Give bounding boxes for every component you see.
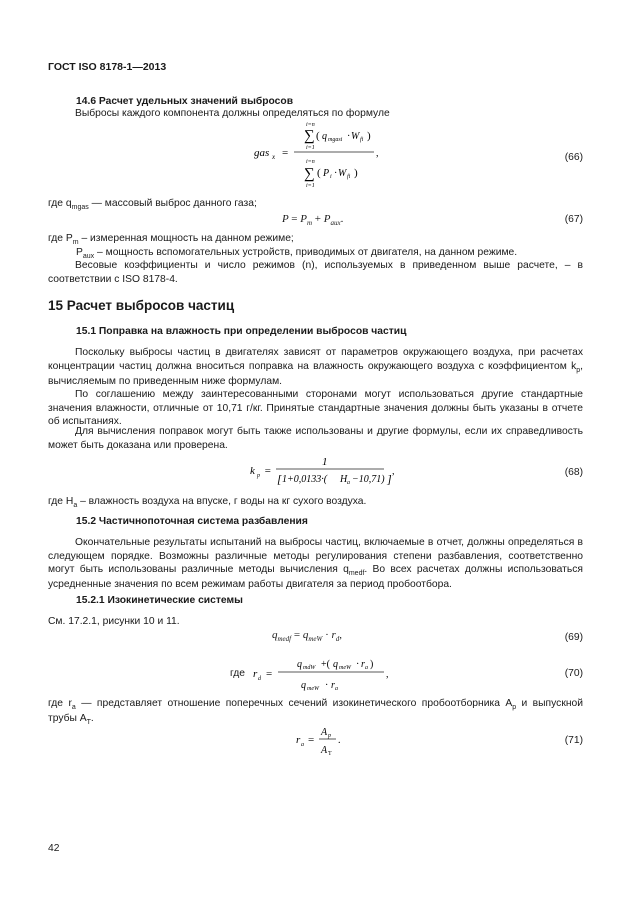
svg-text:H: H — [340, 474, 348, 485]
svg-text:k: k — [250, 465, 255, 477]
section-15-1-p1: Поскольку выбросы частиц в двигателях зависят от параметров окружающего воздуха, при расчетах концентрации частиц должна вноситься поправка на влажность окружающего воздуха с коэффициентом $k_p$, вычисляемым по приведенным ниже формулам. — [48, 347, 583, 387]
paux-definition: $P_{aux}$ – мощность вспомогательных устройств, приводимых от двигателя, на данном режиме. — [76, 247, 518, 260]
equation-70 — [253, 654, 393, 694]
svg-text:=: = — [308, 734, 315, 746]
equation-71-graphic — [296, 723, 356, 759]
svg-text:fi: fi — [347, 174, 351, 180]
svg-text:x: x — [272, 153, 276, 161]
svg-text:d: d — [258, 676, 261, 682]
svg-text:mgasi: mgasi — [328, 137, 343, 143]
svg-text:W: W — [351, 131, 360, 142]
svg-text:−10,71): −10,71) — [352, 474, 385, 485]
svg-text:a: a — [335, 686, 338, 692]
svg-text:p: p — [257, 473, 260, 479]
svg-text:,: , — [376, 148, 379, 159]
svg-text:a: a — [347, 480, 350, 486]
svg-text:=: = — [264, 465, 272, 477]
equation-67-number: (67) — [564, 214, 583, 225]
pm-definition: где $P_m$ – измеренная мощность на данном режиме; — [48, 233, 294, 246]
section-15-2-1-heading: 15.2.1 Изокинетические системы — [76, 595, 243, 606]
section-15-2-p1: Окончательные результаты испытаний на выбросы частиц, включаемые в отчет, должны определяться в следующем порядке. Возможны различные методы регулирования степени разбавления, соответственно могут быть использованы различные методы вычисления $q_{medf}$. Во всех расчетах должны использоваться усредненные значения по всем режимам работы двигателя за период пробоотбора. — [48, 537, 583, 591]
svg-text:A: A — [321, 745, 328, 756]
svg-text:·: · — [347, 131, 351, 142]
see-reference: См. 17.2.1, рисунки 10 и 11. — [48, 616, 180, 627]
svg-text:·: · — [356, 659, 360, 670]
svg-text:(: ( — [317, 167, 321, 179]
svg-text:q: q — [333, 659, 338, 670]
svg-text:gas: gas — [254, 147, 270, 159]
svg-text:T: T — [328, 751, 332, 757]
svg-text:W: W — [338, 168, 347, 179]
section-15-1-p2: По соглашению между заинтересованными сторонами могут использоваться другие стандартные значения влажности, отличные от 10,71 г/кг. Принятые стандартные значения должны быть указаны в отчете об испытаниях. — [48, 389, 583, 428]
svg-text:1: 1 — [322, 456, 328, 468]
weights-note: Весовые коэффициенты и число режимов (n), используемых в приведенном выше расчете, – в соответствии с ISO 8178-4. — [48, 260, 583, 285]
where-label-70: где — [230, 668, 246, 679]
svg-text:q: q — [301, 680, 306, 691]
section-15-2-heading: 15.2 Частичнопоточная система разбавления — [76, 516, 308, 527]
svg-text:∑: ∑ — [304, 166, 315, 182]
svg-text:A: A — [321, 727, 328, 738]
svg-text:q: q — [297, 659, 302, 670]
svg-text:p: p — [328, 733, 331, 739]
svg-text:i=1: i=1 — [306, 183, 315, 189]
svg-text:]: ] — [387, 472, 392, 486]
svg-text:a: a — [301, 742, 304, 748]
ra-definition: где $r_a$ — представляет отношение поперечных сечений изокинетического пробоотборника $A_p$ и выпускной трубы $A_T$. — [48, 698, 583, 727]
svg-text:): ) — [370, 659, 374, 670]
svg-text:.: . — [338, 735, 341, 746]
equation-69: $q_{medf} = q_{meW} \cdot r_d$, — [272, 629, 343, 643]
svg-text:meW: meW — [339, 665, 351, 671]
equation-68-number: (68) — [564, 467, 583, 478]
section-14-6-heading: 14.6 Расчет удельных значений выбросов — [76, 96, 294, 107]
page-number: 42 — [48, 843, 60, 854]
svg-text:[: [ — [277, 472, 282, 486]
svg-text:·: · — [325, 680, 329, 691]
svg-text:,: , — [392, 466, 395, 477]
svg-text:r: r — [253, 668, 258, 680]
svg-text:=: = — [266, 668, 273, 680]
equation-66-graphic — [254, 118, 394, 196]
svg-text:=: = — [282, 147, 289, 159]
svg-text:+(: +( — [321, 659, 330, 670]
svg-text:·: · — [334, 168, 338, 179]
equation-68-graphic — [250, 454, 400, 490]
equation-69-number: (69) — [564, 632, 583, 643]
equation-67: $P = P_m + P_{aux}$. — [282, 213, 344, 227]
svg-text:): ) — [367, 130, 371, 142]
svg-text:(: ( — [316, 130, 320, 142]
svg-text:i=n: i=n — [306, 122, 315, 128]
section-15-1-p3: Для вычисления поправок могут быть также использованы и другие формулы, если их справедливость может быть доказана или проверена. — [48, 426, 583, 451]
section-15-1-heading: 15.1 Поправка на влажность при определении выбросов частиц — [76, 326, 407, 337]
equation-66-number: (66) — [564, 152, 583, 163]
document-header: ГОСТ ISO 8178-1—2013 — [48, 61, 167, 73]
section-15-heading: 15 Расчет выбросов частиц — [48, 298, 235, 313]
svg-text:q: q — [322, 131, 327, 142]
svg-text:i=1: i=1 — [306, 145, 315, 151]
equation-71-number: (71) — [564, 735, 583, 746]
equation-71 — [296, 723, 356, 759]
svg-text:i: i — [330, 174, 332, 180]
svg-text:mdW: mdW — [303, 665, 316, 671]
svg-text:i=n: i=n — [306, 159, 315, 165]
eq66-explanation: где $q_{mgas}$ — массовый выброс данного газа; — [48, 198, 257, 211]
ha-definition: где $H_a$ – влажность воздуха на впуске, г воды на кг сухого воздуха. — [48, 496, 367, 509]
equation-66 — [254, 118, 394, 196]
svg-text:r: r — [361, 659, 365, 670]
svg-text:,: , — [386, 669, 389, 680]
equation-68 — [250, 454, 400, 490]
svg-text:a: a — [365, 665, 368, 671]
svg-text:meW: meW — [307, 686, 319, 692]
svg-text:P: P — [323, 168, 330, 179]
svg-text:): ) — [354, 167, 358, 179]
svg-text:r: r — [331, 680, 335, 691]
svg-text:∑: ∑ — [304, 128, 315, 144]
svg-text:r: r — [296, 734, 301, 746]
svg-text:fi: fi — [360, 137, 364, 143]
section-14-6-intro: Выбросы каждого компонента должны определяться по формуле — [75, 108, 390, 119]
svg-text:1+0,0133·(: 1+0,0133·( — [282, 474, 328, 485]
equation-70-graphic — [253, 654, 393, 694]
equation-70-number: (70) — [564, 668, 583, 679]
